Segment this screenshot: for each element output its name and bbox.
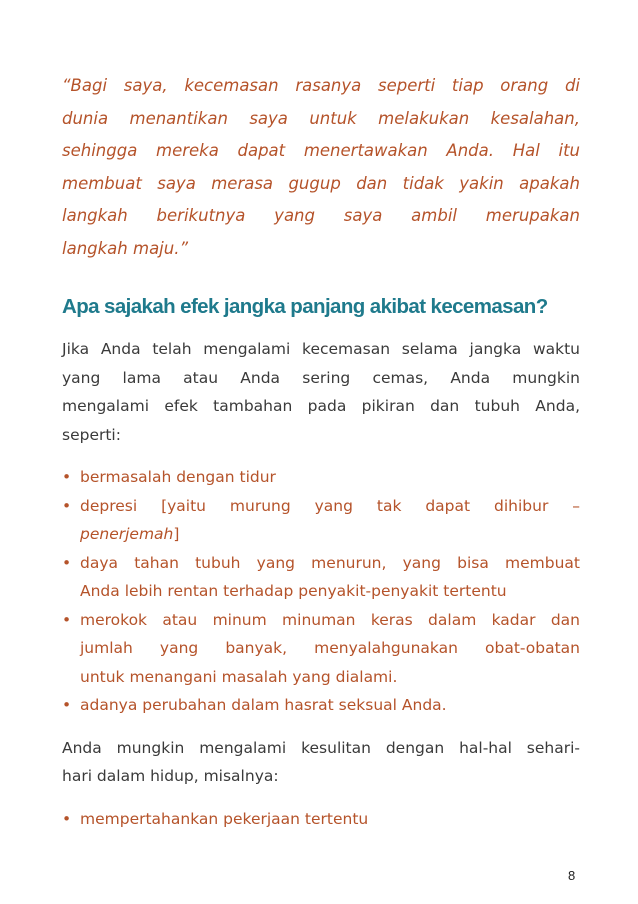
list-item	[62, 805, 580, 834]
list-item-text: Anda lebih rentan terhadap penyakit-penyakit tertentu	[80, 582, 507, 600]
quote-line: langkah berikutnya yang saya ambil merupakan	[62, 206, 580, 225]
list-item-text: merokok atau minum minuman keras dalam kadar dan	[80, 610, 580, 629]
list-item-text: untuk menangani masalah yang dialami.	[80, 667, 398, 686]
section-heading: Apa sajakah efek jangka panjang akibat kecemasan?	[62, 295, 548, 318]
list-item	[62, 492, 580, 549]
daily-list	[62, 805, 580, 834]
bullet-icon: •	[62, 610, 72, 629]
list-item	[62, 463, 580, 492]
list-item	[62, 691, 580, 720]
bullet-icon: •	[62, 496, 72, 515]
quote-line: “Bagi saya, kecemasan rasanya seperti tiap orang di	[62, 76, 580, 95]
list-item-text: mempertahankan pekerjaan tertentu	[80, 809, 369, 828]
bullet-icon: •	[62, 468, 72, 486]
closing-bracket: ]	[173, 525, 180, 543]
translator-note: penerjemah	[80, 525, 174, 543]
list-item-text: adanya perubahan dalam hasrat seksual Anda.	[80, 696, 447, 714]
list-item-text: daya tahan tubuh yang menurun, yang bisa membuat	[80, 553, 580, 572]
paragraph-line: yang lama atau Anda sering cemas, Anda mungkin	[62, 368, 580, 387]
page-number: 8	[568, 868, 576, 883]
list-item-text-line	[80, 520, 580, 549]
daily-paragraph	[62, 734, 580, 791]
quote-line: dunia menantikan saya untuk melakukan kesalahan,	[62, 108, 580, 128]
list-item	[62, 549, 580, 606]
effects-list	[62, 463, 580, 720]
intro-paragraph	[62, 335, 580, 449]
quote-block	[62, 70, 580, 265]
bullet-icon: •	[62, 553, 72, 572]
list-item	[62, 606, 580, 692]
paragraph-line: Anda mungkin mengalami kesulitan dengan hal-hal sehari-	[62, 738, 580, 757]
list-item-text: depresi [yaitu murung yang tak dapat dihibur –	[80, 496, 580, 515]
list-item-text: bermasalah dengan tidur	[80, 468, 276, 486]
paragraph-line: mengalami efek tambahan pada pikiran dan tubuh Anda,	[62, 397, 580, 415]
page-content	[62, 70, 580, 833]
quote-line: sehingga mereka dapat menertawakan Anda. Hal itu	[62, 141, 580, 160]
paragraph-line: Jika Anda telah mengalami kecemasan selama jangka waktu	[62, 340, 580, 358]
quote-line: langkah maju.”	[62, 238, 189, 258]
bullet-icon: •	[62, 809, 72, 828]
quote-line: membuat saya merasa gugup dan tidak yakin apakah	[62, 173, 580, 193]
list-item-text: jumlah yang banyak, menyalahgunakan obat-obatan	[80, 639, 580, 657]
bullet-icon: •	[62, 696, 72, 714]
paragraph-line: seperti:	[62, 425, 121, 444]
paragraph-line: hari dalam hidup, misalnya:	[62, 767, 279, 785]
